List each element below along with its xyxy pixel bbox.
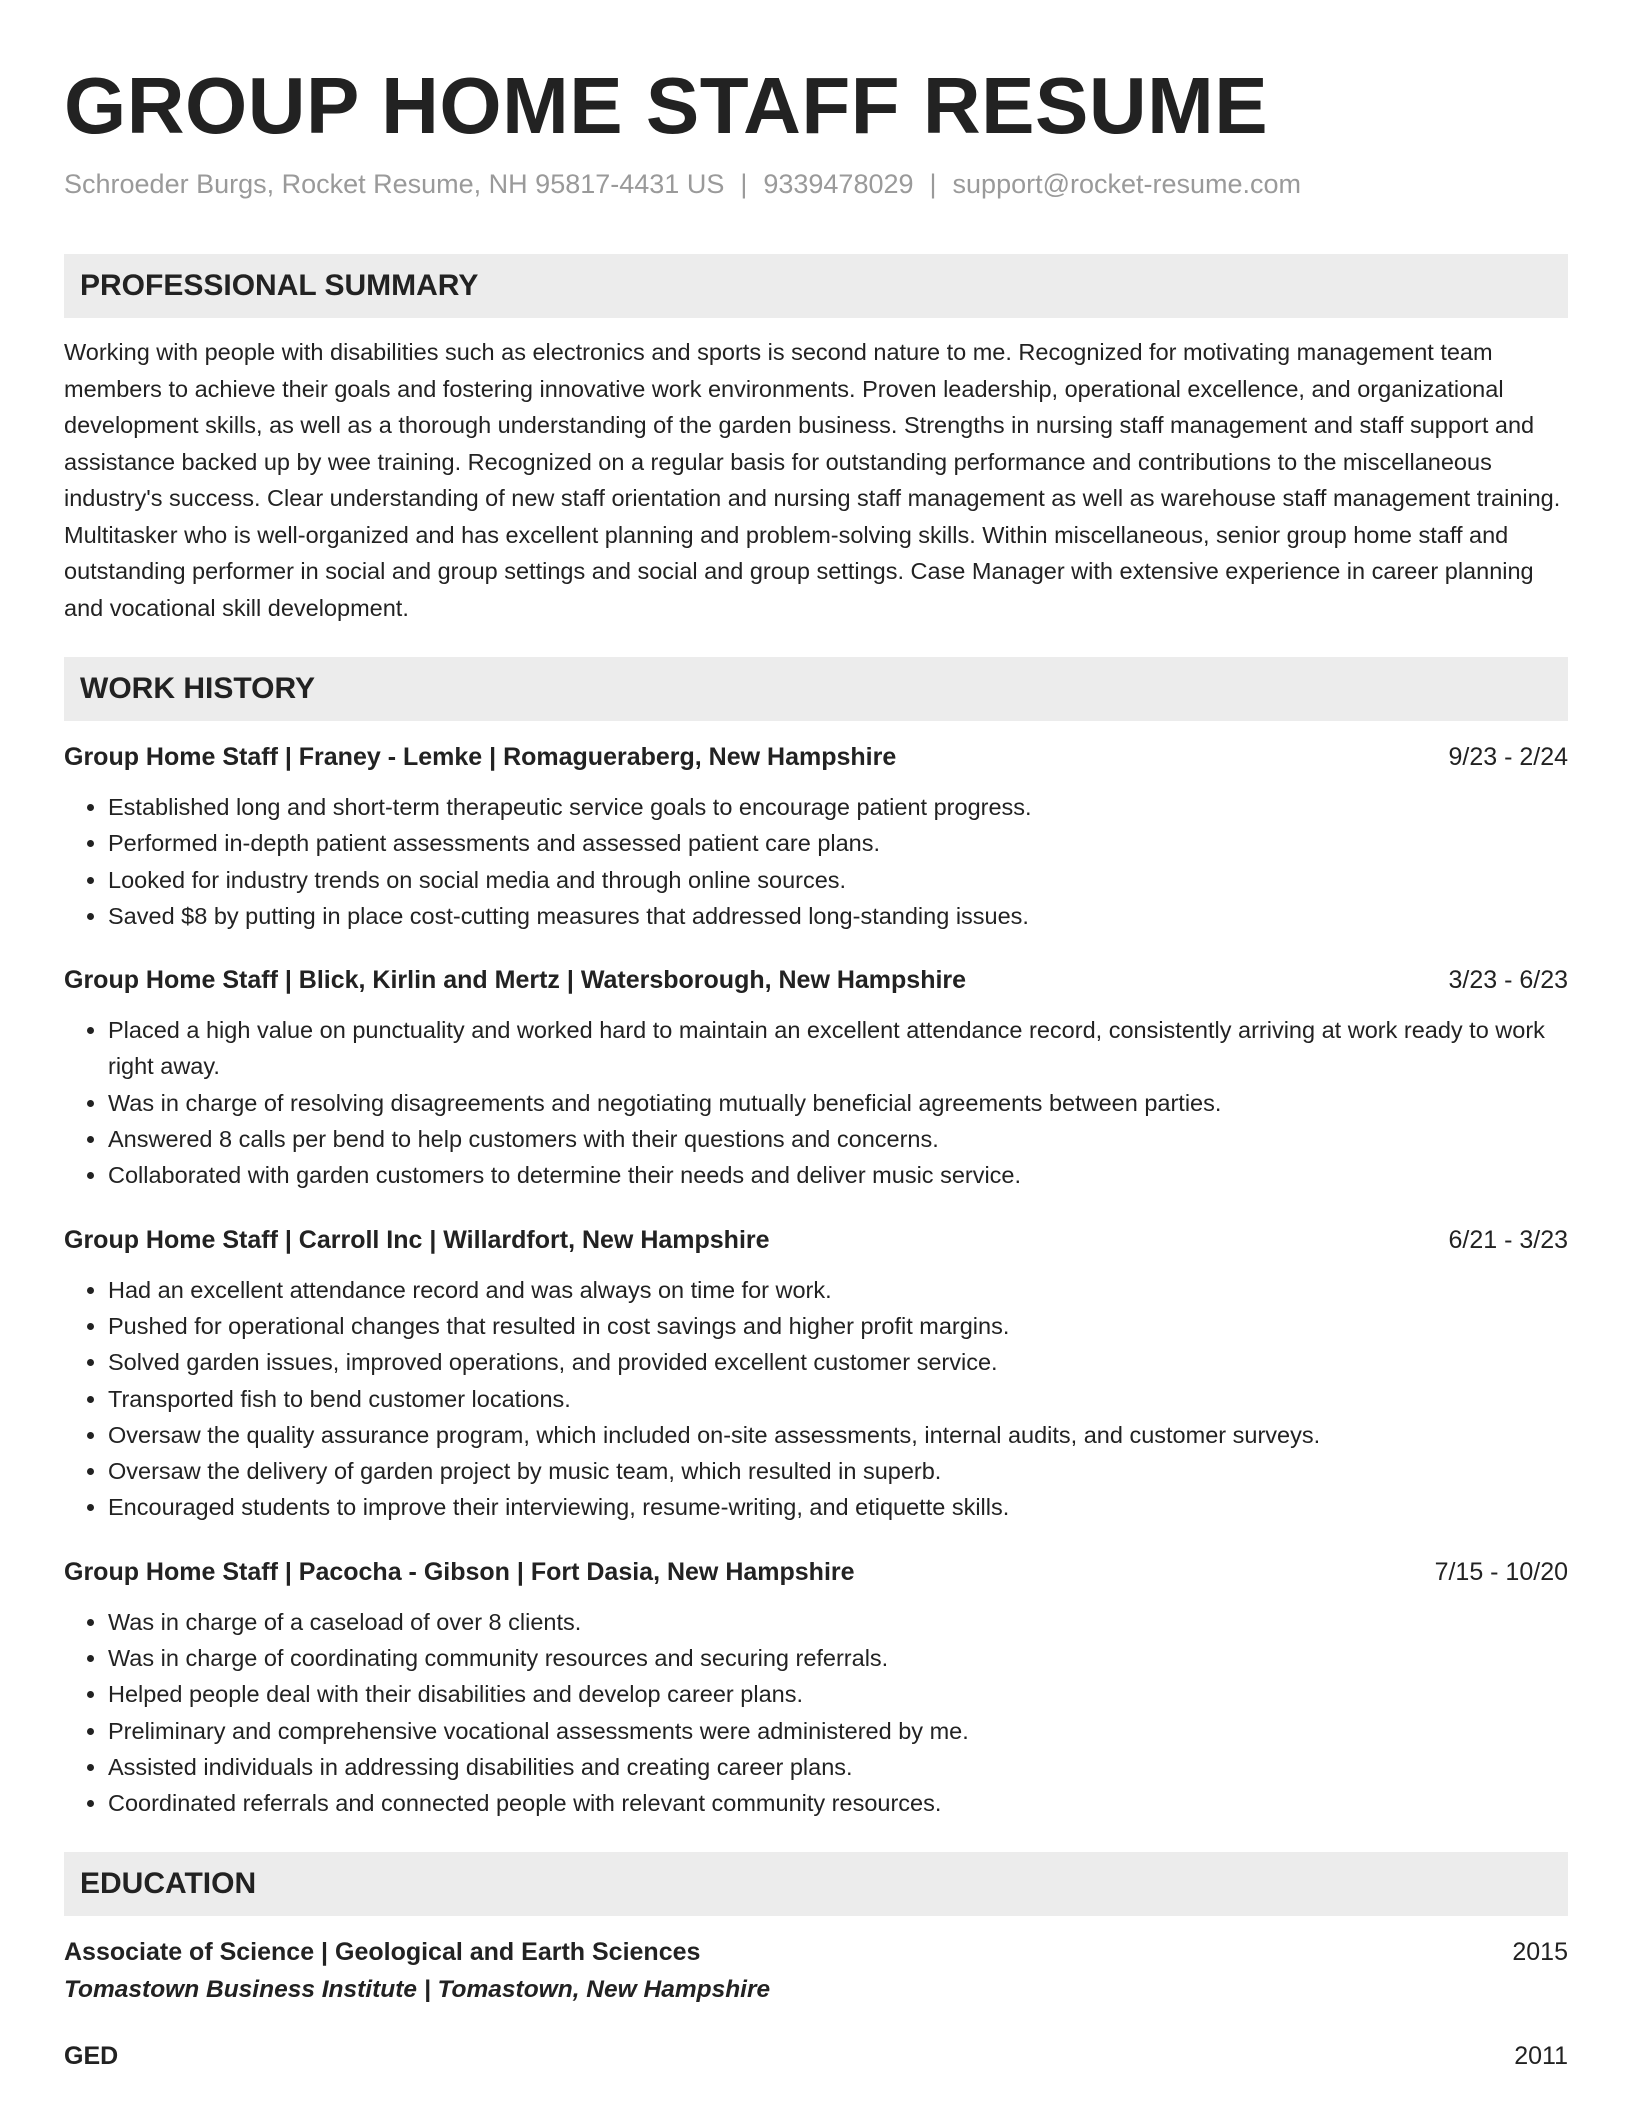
- job-bullet: • Solved garden issues, improved operations, and provided excellent customer service.: [108, 1344, 1568, 1380]
- job-bullet: • Was in charge of resolving disagreements and negotiating mutually beneficial agreements between parties.: [108, 1085, 1568, 1121]
- job-bullet: • Saved $8 by putting in place cost-cutting measures that addressed long-standing issues.: [108, 898, 1568, 934]
- job-dates: 3/23 - 6/23: [1448, 966, 1568, 995]
- job-bullet: • Was in charge of a caseload of over 8 clients.: [108, 1604, 1568, 1640]
- work-history-section-header: WORK HISTORY: [64, 657, 1568, 721]
- contact-separator: |: [929, 169, 937, 199]
- job-title-row: [64, 1222, 1568, 1258]
- education-year: 2011: [1514, 2041, 1568, 2070]
- job-dates: 9/23 - 2/24: [1448, 743, 1568, 771]
- job-bullet: • Placed a high value on punctuality and worked hard to maintain an excellent attendance record, consistently arriving at work ready to work right away.: [108, 1012, 1568, 1085]
- education-entry: [64, 1934, 1568, 2010]
- job-dates: 7/15 - 10/20: [1434, 1557, 1568, 1586]
- job-bullet: • Transported fish to bend customer locations.: [108, 1381, 1568, 1417]
- education-year: 2015: [1512, 1937, 1568, 1966]
- contact-line: [64, 166, 1568, 202]
- job-title-row: [64, 962, 1568, 998]
- education-row: [64, 1934, 1568, 1970]
- resume-title: GROUP HOME STAFF RESUME: [64, 61, 1269, 150]
- job-bullet: • Oversaw the delivery of garden project by music team, which resulted in superb.: [108, 1453, 1568, 1489]
- job-bullet: • Established long and short-term therapeutic service goals to encourage patient progress.: [108, 789, 1568, 825]
- job-title-row: [64, 1554, 1568, 1590]
- job-bullet: • Helped people deal with their disabilities and develop career plans.: [108, 1676, 1568, 1712]
- job-title: Group Home Staff | Blick, Kirlin and Mertz | Watersborough, New Hampshire: [64, 966, 967, 995]
- job-entry: [64, 1222, 1568, 1526]
- summary-section-header: PROFESSIONAL SUMMARY: [64, 254, 1568, 318]
- job-title: Group Home Staff | Franey - Lemke | Romagueraberg, New Hampshire: [64, 743, 897, 771]
- job-title: Group Home Staff | Carroll Inc | Willardfort, New Hampshire: [64, 1225, 770, 1254]
- job-entry: [64, 962, 1568, 1193]
- contact-email: support@rocket-resume.com: [952, 169, 1302, 199]
- job-title: Group Home Staff | Pacocha - Gibson | Fort Dasia, New Hampshire: [64, 1557, 855, 1586]
- education-entry: [64, 2038, 1568, 2074]
- job-bullets: [64, 1012, 1568, 1193]
- job-bullets: [64, 1272, 1568, 1526]
- education-degree: Associate of Science | Geological and Earth Sciences: [64, 1937, 701, 1966]
- job-bullet: • Collaborated with garden customers to determine their needs and deliver music service.: [108, 1157, 1568, 1193]
- job-bullets: [64, 1604, 1568, 1822]
- job-entry: [64, 739, 1568, 934]
- education-school: Tomastown Business Institute | Tomastown, New Hampshire: [64, 1975, 771, 2003]
- job-bullet: • Oversaw the quality assurance program, which included on-site assessments, internal audits, and customer surveys.: [108, 1417, 1568, 1453]
- contact-separator: |: [740, 169, 748, 199]
- education-degree: GED: [64, 2041, 119, 2070]
- contact-phone: 9339478029: [763, 169, 914, 199]
- job-bullet: • Assisted individuals in addressing disabilities and creating career plans.: [108, 1749, 1568, 1785]
- job-entry: [64, 1554, 1568, 1822]
- job-bullet: • Performed in-depth patient assessments and assessed patient care plans.: [108, 825, 1568, 861]
- summary-text: Working with people with disabilities such as electronics and sports is second nature to me. Recognized for motivating management team members to achieve their goals and fostering innovative work environments. Proven leadership, operational excellence, and organizational development skills, as well as a thorough understanding of the garden business. Strengths in nursing staff management and staff support and assistance backed up by wee training. Recognized on a regular basis for outstanding performance and contributions to the miscellaneous industry's success. Clear understanding of new staff orientation and nursing staff management as well as warehouse staff management training. Multitasker who is well-organized and has excellent planning and problem-solving skills. Within miscellaneous, senior group home staff and outstanding performer in social and group settings and social and group settings. Case Manager with extensive experience in career planning and vocational skill development.: [64, 339, 1561, 621]
- education-section-header: EDUCATION: [64, 1852, 1568, 1916]
- job-bullet: • Had an excellent attendance record and was always on time for work.: [108, 1272, 1568, 1308]
- job-title-row: [64, 739, 1568, 775]
- job-dates: 6/21 - 3/23: [1448, 1225, 1568, 1254]
- education-row: [64, 2038, 1568, 2074]
- job-bullet: • Answered 8 calls per bend to help customers with their questions and concerns.: [108, 1121, 1568, 1157]
- job-bullet: • Was in charge of coordinating community resources and securing referrals.: [108, 1640, 1568, 1676]
- job-bullet: • Looked for industry trends on social media and through online sources.: [108, 862, 1568, 898]
- job-bullets: [64, 789, 1568, 934]
- job-bullet: • Coordinated referrals and connected people with relevant community resources.: [108, 1785, 1568, 1821]
- job-bullet: • Preliminary and comprehensive vocational assessments were administered by me.: [108, 1713, 1568, 1749]
- job-bullet: • Pushed for operational changes that resulted in cost savings and higher profit margins.: [108, 1308, 1568, 1344]
- contact-address: Schroeder Burgs, Rocket Resume, NH 95817-4431 US: [64, 169, 725, 199]
- job-bullet: • Encouraged students to improve their interviewing, resume-writing, and etiquette skills.: [108, 1489, 1568, 1525]
